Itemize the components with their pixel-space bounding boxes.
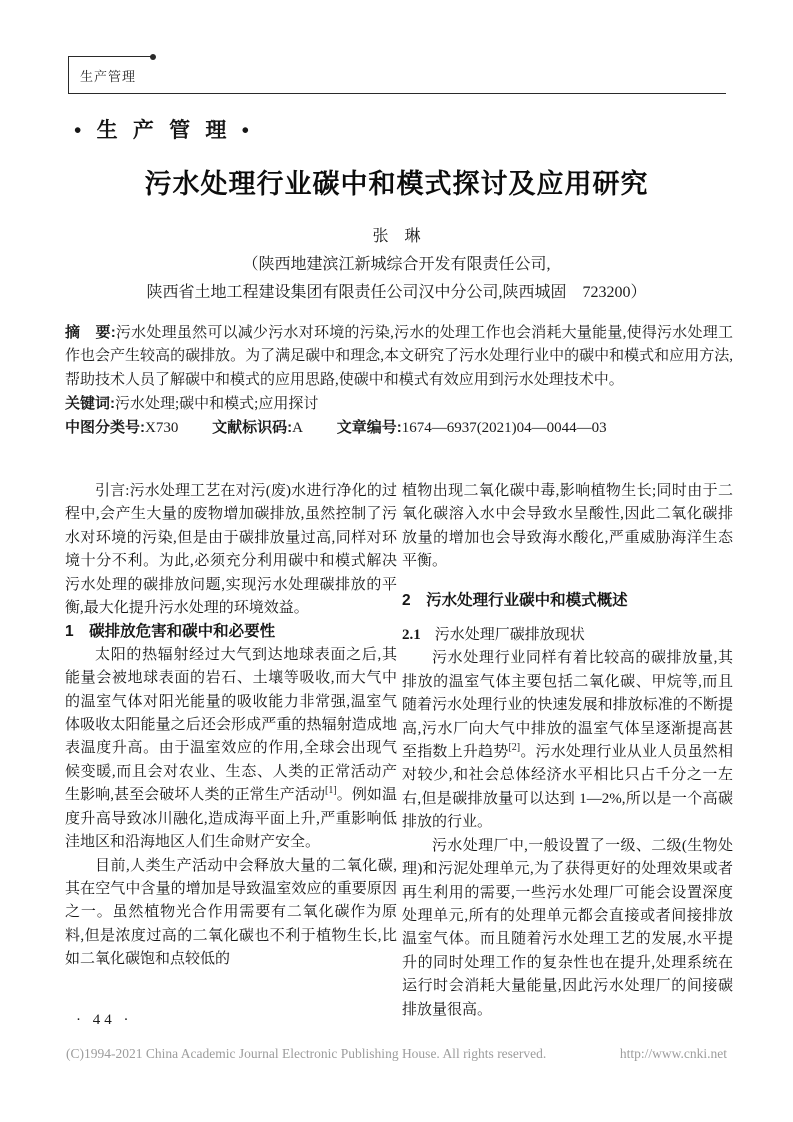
article-id-value: 1674—6937(2021)04—0044—03: [401, 420, 607, 437]
page-number: · 44 ·: [76, 1012, 133, 1028]
affiliation-line-2: 陕西省土地工程建设集团有限责任公司汉中分公司,陕西城固 723200）: [146, 284, 647, 301]
doc-code-item: [212, 420, 303, 436]
column-tab-label: 生产管理: [80, 69, 137, 84]
article-id-item: [337, 420, 607, 436]
bullet-dot-icon: [150, 54, 156, 60]
keywords-text: 污水处理;碳中和模式;应用探讨: [115, 395, 319, 412]
clc-item: [65, 420, 178, 436]
paragraph: [65, 644, 397, 855]
section-banner: • 生 产 管 理 •: [74, 118, 254, 142]
front-matter: [65, 321, 733, 440]
subsection-heading-2-1: [402, 624, 733, 647]
abstract-label: 摘 要:: [65, 324, 116, 341]
article-title: 污水处理行业碳中和模式探讨及应用研究: [144, 169, 649, 199]
article-id-label: 文章编号:: [336, 419, 402, 437]
meta-line: [65, 416, 733, 440]
copyright-text: (C)1994-2021 China Academic Journal Electronic Publishing House. All rights reserved.: [66, 1046, 547, 1061]
paragraph-text: 太阳的热辐射经过大气到达地球表面之后,其能量会被地球表面的岩石、土壤等吸收,而大气中的温室气体对阳光能量的吸收能力非常强,温室气体吸收太阳能量之后还会形成严重的热辐射造成地表温度升高。由于温室效应的作用,全球会出现气候变暖,而且会对农业、生态、人类的正常活动产生影响,甚至会破坏人类的正常生产活动: [65, 646, 397, 804]
paragraph: 污水处理厂中,一般设置了一级、二级(生物处理)和污泥处理单元,为了获得更好的处理效果或者再生利用的需要,一些污水处理厂可能会设置深度处理单元,所有的处理单元都会直接或者间接排放温室气体。而且随着污水处理工艺的发展,水平提升的同时处理工作的复杂性也在提升,处理系统在运行时会消耗大量能量,因此污水处理厂的间接碳排放量很高。: [402, 837, 733, 1018]
paragraph-text: 。污水处理行业从业人员虽然相对较少,和社会总体经济水平相比只占千分之一左右,但是碳排放量可以达到 1—2%,所以是一个高碳排放的行业。: [402, 744, 733, 831]
footer-bar: [66, 1046, 727, 1062]
doc-code-label: 文献标识码:: [212, 419, 293, 437]
citation-ref-1: [1]: [325, 785, 337, 797]
paragraph-text: 污水处理行业同样有着比较高的碳排放量,其排放的温室气体主要包括二氧化碳、甲烷等,而且随着污水处理行业的快速发展和排放标准的不断提高,污水厂向大气中排放的温室气体呈逐渐提高甚至指数上升趋势: [402, 650, 733, 761]
section-heading-2: 2 污水处理行业碳中和模式概述: [402, 591, 628, 609]
affiliation-line-1: （陕西地建滨江新城综合开发有限责任公司,: [242, 256, 551, 273]
abstract-paragraph: [65, 321, 733, 392]
paragraph: [402, 647, 733, 834]
header-tab-topline: [68, 56, 152, 57]
body-column-right: [402, 480, 733, 1022]
clc-value: X730: [145, 420, 179, 437]
intro-paragraph: 引言:污水处理工艺在对污(废)水进行净化的过程中,会产生大量的废物增加碳排放,虽然控制了污水对环境的污染,但是由于碳排放量过高,同样对环境十分不利。为此,必须充分利用碳中和模式解决污水处理的碳排放问题,实现污水处理碳排放的平衡,最大化提升污水处理的环境效益。: [65, 483, 397, 617]
keywords-line: [65, 392, 733, 416]
citation-ref-2: [2]: [508, 742, 521, 754]
subsection-title: 污水处理厂碳排放现状: [434, 627, 585, 644]
clc-label: 中图分类号:: [65, 419, 145, 437]
keywords-label: 关键词:: [65, 394, 115, 412]
author-name: 张 琳: [372, 228, 421, 245]
paragraph-text: 。例如温度升高导致冰川融化,造成海平面上升,严重影响低洼地区和沿海地区人们生命财产安全。: [65, 787, 397, 851]
doc-code-value: A: [292, 420, 303, 437]
subsection-number: 2.1: [402, 627, 421, 644]
paragraph: 目前,人类生产活动中会释放大量的二氧化碳,其在空气中含量的增加是导致温室效应的重要原因之一。虽然植物光合作用需要有二氧化碳作为原料,但是浓度过高的二氧化碳也不利于植物生长,比如二氧化碳饱和点较低的: [65, 857, 397, 968]
body-column-left: [65, 480, 397, 972]
header-rule-box: [68, 56, 726, 94]
abstract-text: 污水处理虽然可以减少污水对环境的污染,污水的处理工作也会消耗大量能量,使得污水处理工作也会产生较高的碳排放。为了满足碳中和理念,本文研究了污水处理行业中的碳中和模式和应用方法,帮助技术人员了解碳中和模式的应用思路,使碳中和模式有效应用到污水处理技术中。: [65, 325, 733, 388]
cnki-url-link[interactable]: http://www.cnki.net: [619, 1046, 727, 1061]
section-heading-1: 1 碳排放危害和碳中和必要性: [65, 623, 276, 641]
paragraph-continuation: 植物出现二氧化碳中毒,影响植物生长;同时由于二氧化碳溶入水中会导致水呈酸性,因此二氧化碳排放量的增加也会导致海水酸化,严重威胁海洋生态平衡。: [402, 483, 733, 570]
